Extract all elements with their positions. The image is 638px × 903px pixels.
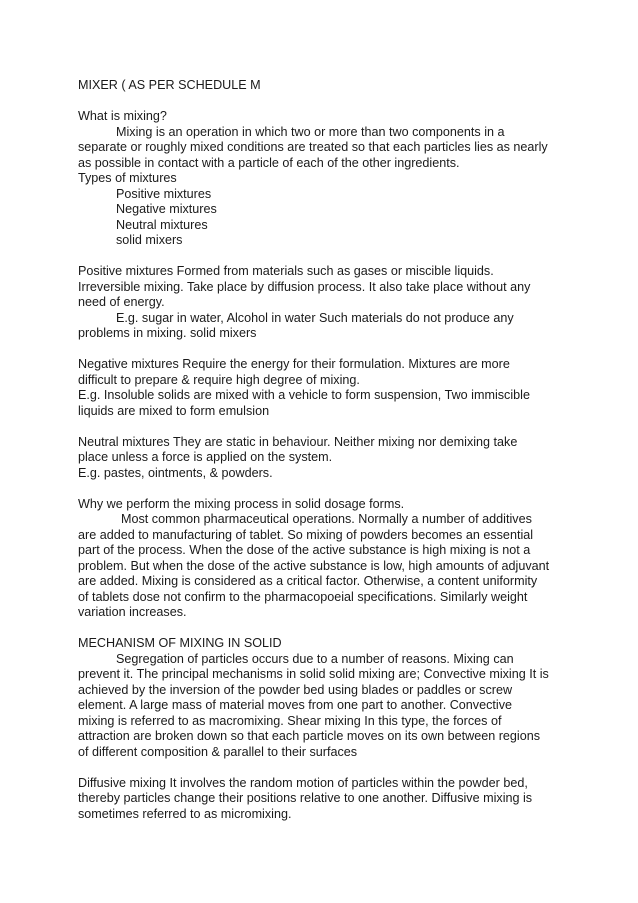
paragraph-line: variation increases. [78, 605, 187, 619]
paragraph-line: of tablets dose not confirm to the pharmacopoeial specifications. Similarly weight [78, 589, 528, 604]
paragraph-line: of different composition & parallel to their surfaces [78, 744, 358, 759]
paragraph-line: are added. Mixing is considered as a critical factor. Otherwise, a content uniformity [78, 574, 538, 588]
paragraph-line: Negative mixtures Require the energy for their formulation. Mixtures are more [78, 357, 510, 371]
paragraph-line: E.g. Insoluble solids are mixed with a vehicle to form suspension, Two immiscible [78, 388, 530, 402]
paragraph-line: Why we perform the mixing process in solid dosage forms. [78, 496, 405, 511]
heading-mechanism: MECHANISM OF MIXING IN SOLID [78, 636, 282, 650]
paragraph-line: Mixing is an operation in which two or more than two components in a [116, 124, 505, 139]
paragraph-line: Irreversible mixing. Take place by diffusion process. It also take place without any [78, 279, 531, 294]
spacer [78, 249, 570, 265]
paragraph-line: Diffusive mixing It involves the random motion of particles within the powder bed, [78, 775, 528, 790]
paragraph-line: E.g. sugar in water, Alcohol in water Such materials do not produce any [116, 310, 514, 325]
spacer [78, 621, 570, 637]
paragraph-line: sometimes referred to as micromixing. [78, 806, 292, 821]
paragraph-line: need of energy. [78, 295, 165, 309]
paragraph-line: are added to manufacturing of tablet. So mixing of powders becomes an essential [78, 527, 534, 542]
spacer [78, 419, 570, 435]
paragraph-line: place unless a force is applied on the system. [78, 450, 333, 464]
paragraph-line: problem. But when the dose of the active substance is low, high amounts of adjuvant [78, 558, 550, 573]
paragraph-line: element. A large mass of material moves from one part to another. Convective [78, 698, 512, 712]
spacer [78, 481, 570, 497]
paragraph-line: Segregation of particles occurs due to a number of reasons. Mixing can [116, 651, 514, 666]
paragraph-line: as possible in contact with a particle of each of the other ingredients. [78, 155, 460, 170]
document-body [78, 78, 570, 822]
spacer [78, 760, 570, 776]
spacer [78, 94, 570, 110]
paragraph-line: E.g. pastes, ointments, & powders. [78, 465, 273, 480]
heading-what-is-mixing: What is mixing? [78, 109, 167, 123]
paragraph-line: Neutral mixtures They are static in behaviour. Neither mixing nor demixing take [78, 434, 518, 449]
list-item: Negative mixtures [116, 202, 217, 216]
heading-types-of-mixtures: Types of mixtures [78, 171, 177, 185]
paragraph-line: thereby particles change their positions relative to one another. Diffusive mixing is [78, 791, 533, 805]
paragraph-line: attraction are broken down so that each particle moves on its own between regions [78, 729, 541, 743]
paragraph-line: problems in mixing. solid mixers [78, 326, 257, 340]
paragraph-line: mixing is referred to as macromixing. Shear mixing In this type, the forces of [78, 713, 502, 728]
paragraph-line: Positive mixtures Formed from materials such as gases or miscible liquids. [78, 264, 494, 278]
list-item: Positive mixtures [116, 186, 212, 201]
paragraph-line: separate or roughly mixed conditions are treated so that each particles lies as nearly [78, 140, 548, 154]
document-title: MIXER ( AS PER SCHEDULE M [78, 78, 261, 92]
spacer [78, 342, 570, 358]
paragraph-line: Most common pharmaceutical operations. Normally a number of additives [121, 512, 532, 526]
paragraph-line: prevent it. The principal mechanisms in solid solid mixing are; Convective mixing It is [78, 667, 549, 681]
paragraph-line: liquids are mixed to form emulsion [78, 403, 270, 418]
paragraph-line: achieved by the inversion of the powder bed using blades or paddles or screw [78, 682, 513, 697]
paragraph-line: part of the process. When the dose of the active substance is high mixing is not a [78, 543, 531, 557]
list-item: Neutral mixtures [116, 217, 208, 232]
paragraph-line: difficult to prepare & require high degree of mixing. [78, 372, 360, 387]
list-item: solid mixers [116, 233, 183, 247]
